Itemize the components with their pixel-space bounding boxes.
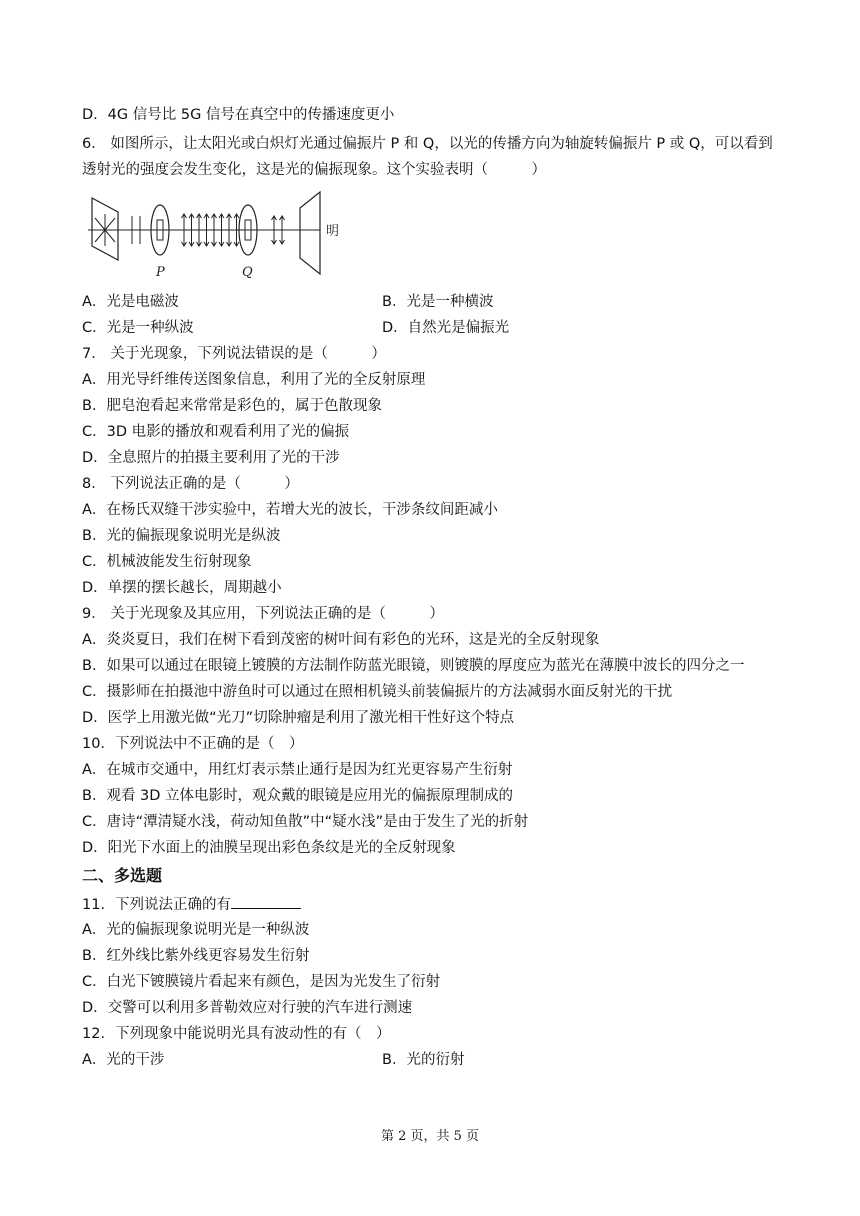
q6-option-d: D．自然光是偏振光 <box>382 320 510 336</box>
q11-stem-text: 11．下列说法正确的有 <box>82 897 231 913</box>
q8-option-a: A．在杨氏双缝干涉实验中，若增大光的波长，干涉条纹间距减小 <box>82 502 498 518</box>
label-bright: 明 <box>326 224 340 239</box>
q7-option-c: C．3D 电影的播放和观看利用了光的偏振 <box>82 424 350 440</box>
q9-stem: 9． 关于光现象及其应用，下列说法正确的是（ ） <box>82 606 444 622</box>
q11-stem <box>82 894 301 915</box>
q7-option-b: B．肥皂泡看起来常常是彩色的，属于色散现象 <box>82 398 382 414</box>
q6-stem-line-1: 6． 如图所示，让太阳光或白炽灯光通过偏振片 P 和 Q，以光的传播方向为轴旋转偏振片 P 或 Q，可以看到 <box>82 136 773 152</box>
q10-option-a: A．在城市交通中，用红灯表示禁止通行是因为红光更容易产生衍射 <box>82 762 513 778</box>
q10-option-d: D．阳光下水面上的油膜呈现出彩色条纹是光的全反射现象 <box>82 840 456 856</box>
answer-blank <box>231 894 301 909</box>
q10-option-c: C．唐诗“潭清疑水浅，荷动知鱼散”中“疑水浅”是由于发生了光的折射 <box>82 814 529 830</box>
q12-stem: 12．下列现象中能说明光具有波动性的有（ ） <box>82 1026 391 1042</box>
q9-option-c: C．摄影师在拍摄池中游鱼时可以通过在照相机镜头前装偏振片的方法减弱水面反射光的干扰 <box>82 684 673 700</box>
q6-option-a: A．光是电磁波 <box>82 294 179 310</box>
q11-option-c: C．白光下镀膜镜片看起来有颜色，是因为光发生了衍射 <box>82 974 441 990</box>
q7-stem: 7． 关于光现象，下列说法错误的是（ ） <box>82 346 386 362</box>
label-p: P <box>156 265 165 280</box>
q8-option-b: B．光的偏振现象说明光是纵波 <box>82 528 281 544</box>
q7-option-d: D．全息照片的拍摄主要利用了光的干涉 <box>82 450 340 466</box>
q8-option-c: C．机械波能发生衍射现象 <box>82 554 252 570</box>
q9-option-d: D．医学上用激光做“光刀”切除肿瘤是利用了激光相干性好这个特点 <box>82 710 515 726</box>
label-q: Q <box>242 265 253 280</box>
q8-stem: 8． 下列说法正确的是（ ） <box>82 476 299 492</box>
q10-stem: 10．下列说法中不正确的是（ ） <box>82 736 304 752</box>
q10-option-b: B．观看 3D 立体电影时，观众戴的眼镜是应用光的偏振原理制成的 <box>82 788 514 804</box>
q8-option-d: D．单摆的摆长越长，周期越小 <box>82 580 282 596</box>
page-footer: 第 2 页，共 5 页 <box>380 1129 480 1144</box>
q11-option-b: B．红外线比紫外线更容易发生衍射 <box>82 948 310 964</box>
q9-option-b: B．如果可以通过在眼镜上镀膜的方法制作防蓝光眼镜，则镀膜的厚度应为蓝光在薄膜中波长的四分之一 <box>82 658 745 674</box>
section-title-multiple-choice: 二、多选题 <box>82 866 163 885</box>
polarization-diagram <box>88 188 358 283</box>
q9-option-a: A．炎炎夏日，我们在树下看到茂密的树叶间有彩色的光环，这是光的全反射现象 <box>82 632 600 648</box>
q12-option-b: B．光的衍射 <box>382 1052 465 1068</box>
q6-stem-line-2: 透射光的强度会发生变化，这是光的偏振现象。这个实验表明（ ） <box>82 162 546 178</box>
q11-option-a: A．光的偏振现象说明光是一种纵波 <box>82 922 310 938</box>
q6-option-b: B．光是一种横波 <box>382 294 494 310</box>
q12-option-a: A．光的干涉 <box>82 1052 165 1068</box>
q5-option-d: D．4G 信号比 5G 信号在真空中的传播速度更小 <box>82 107 395 123</box>
q6-option-c: C．光是一种纵波 <box>82 320 194 336</box>
q7-option-a: A．用光导纤维传送图象信息，利用了光的全反射原理 <box>82 372 426 388</box>
q11-option-d: D．交警可以利用多普勒效应对行驶的汽车进行测速 <box>82 1000 413 1016</box>
